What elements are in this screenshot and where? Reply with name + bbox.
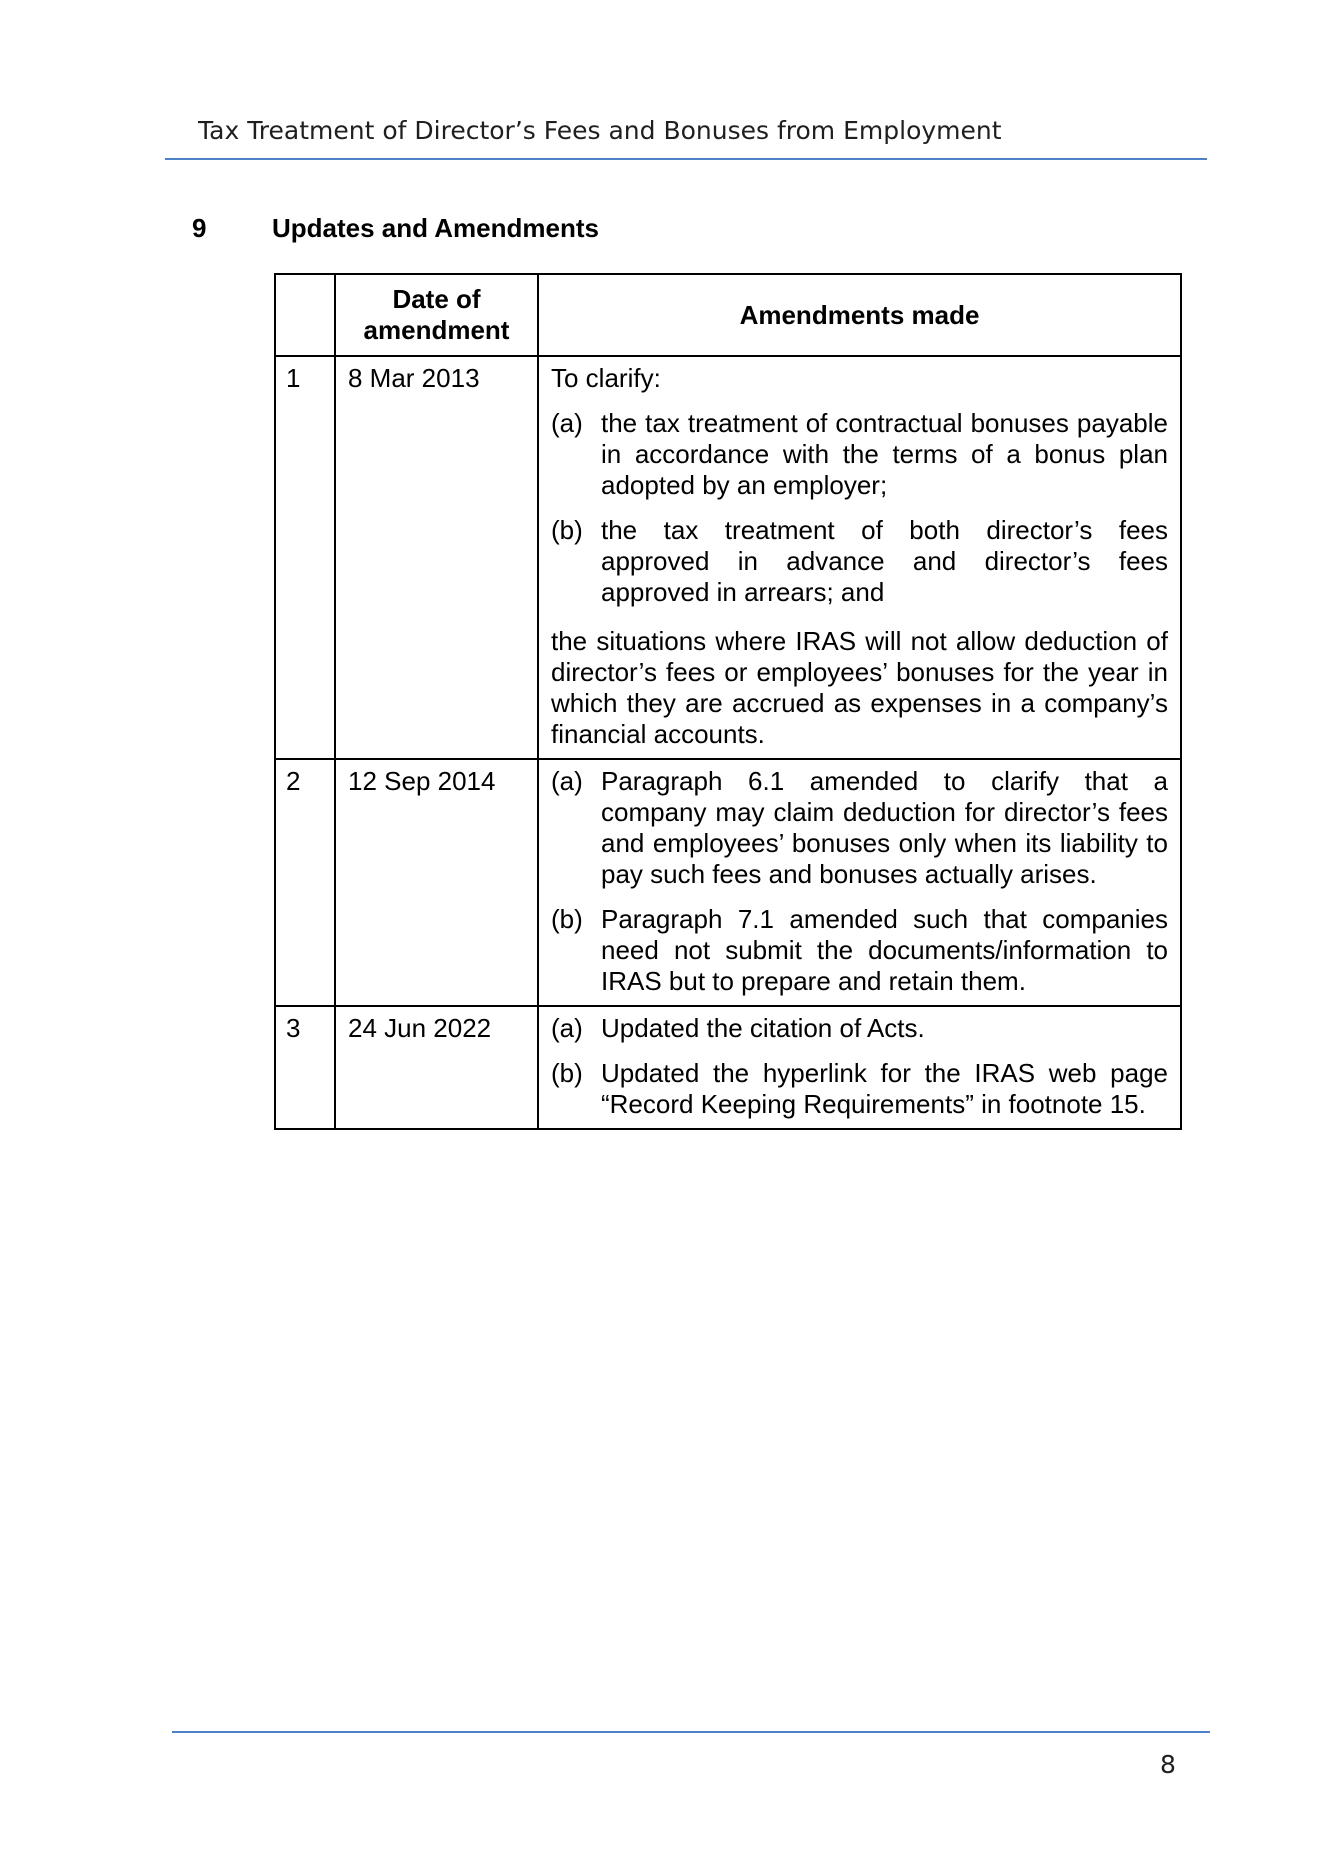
table-row	[275, 356, 1181, 759]
row-date: 24 Jun 2022	[335, 1006, 538, 1129]
row-number: 3	[275, 1006, 335, 1129]
amendment-item-text: the tax treatment of contractual bonuses payable in accordance with the terms of a bonus plan adopted by an employer;	[601, 408, 1168, 500]
amendment-item	[551, 766, 1168, 890]
page-number: 8	[1160, 1750, 1176, 1779]
amendment-item	[551, 408, 1168, 501]
row-number: 2	[275, 759, 335, 1006]
header-rule	[165, 158, 1207, 160]
amendment-item-text: Paragraph 6.1 amended to clarify that a company may claim deduction for director’s fees and employees’ bonuses only when its liability to pay such fees and bonuses actually arises.	[601, 766, 1168, 889]
row-amendments	[538, 759, 1181, 1006]
table-header-row	[275, 274, 1181, 356]
amendment-item-label: (b)	[551, 515, 583, 545]
amendment-item-label: (a)	[551, 766, 583, 796]
amendment-item-text: the tax treatment of both director’s fees approved in advance and director’s fees approved in arrears; and	[601, 515, 1168, 607]
amendment-item-label: (a)	[551, 1013, 583, 1043]
row-number: 1	[275, 356, 335, 759]
amendments-table	[274, 273, 1182, 1130]
row-amendments	[538, 1006, 1181, 1129]
amendment-item-text: Updated the hyperlink for the IRAS web page “Record Keeping Requirements” in footnote 15.	[601, 1058, 1168, 1119]
running-header: Tax Treatment of Director’s Fees and Bonuses from Employment	[198, 116, 1002, 145]
amendment-item	[551, 904, 1168, 997]
row-amendments	[538, 356, 1181, 759]
amendment-item-label: (b)	[551, 904, 583, 934]
row-date: 8 Mar 2013	[335, 356, 538, 759]
amendment-item	[551, 1058, 1168, 1120]
amendment-item	[551, 1013, 1168, 1044]
amendment-item-text: Updated the citation of Acts.	[601, 1013, 925, 1043]
amendment-item-text: Paragraph 7.1 amended such that companies need not submit the documents/information to IRAS but to prepare and retain them.	[601, 904, 1168, 996]
amendment-item-label: (b)	[551, 1058, 583, 1088]
section-number: 9	[192, 213, 207, 243]
table-row	[275, 1006, 1181, 1129]
amendment-item-label: (a)	[551, 408, 583, 438]
footer-rule	[172, 1731, 1210, 1733]
row-date: 12 Sep 2014	[335, 759, 538, 1006]
header-date: Date of amendment	[335, 274, 538, 356]
header-number	[275, 274, 335, 356]
section-title: Updates and Amendments	[272, 213, 599, 243]
amendment-item	[551, 515, 1168, 608]
table-row	[275, 759, 1181, 1006]
header-amendments: Amendments made	[538, 274, 1181, 356]
amendment-closing: the situations where IRAS will not allow deduction of director’s fees or employees’ bonuses for the year in which they are accrued as expenses in a company’s financial accounts.	[551, 626, 1168, 749]
amendment-intro: To clarify:	[551, 363, 661, 393]
